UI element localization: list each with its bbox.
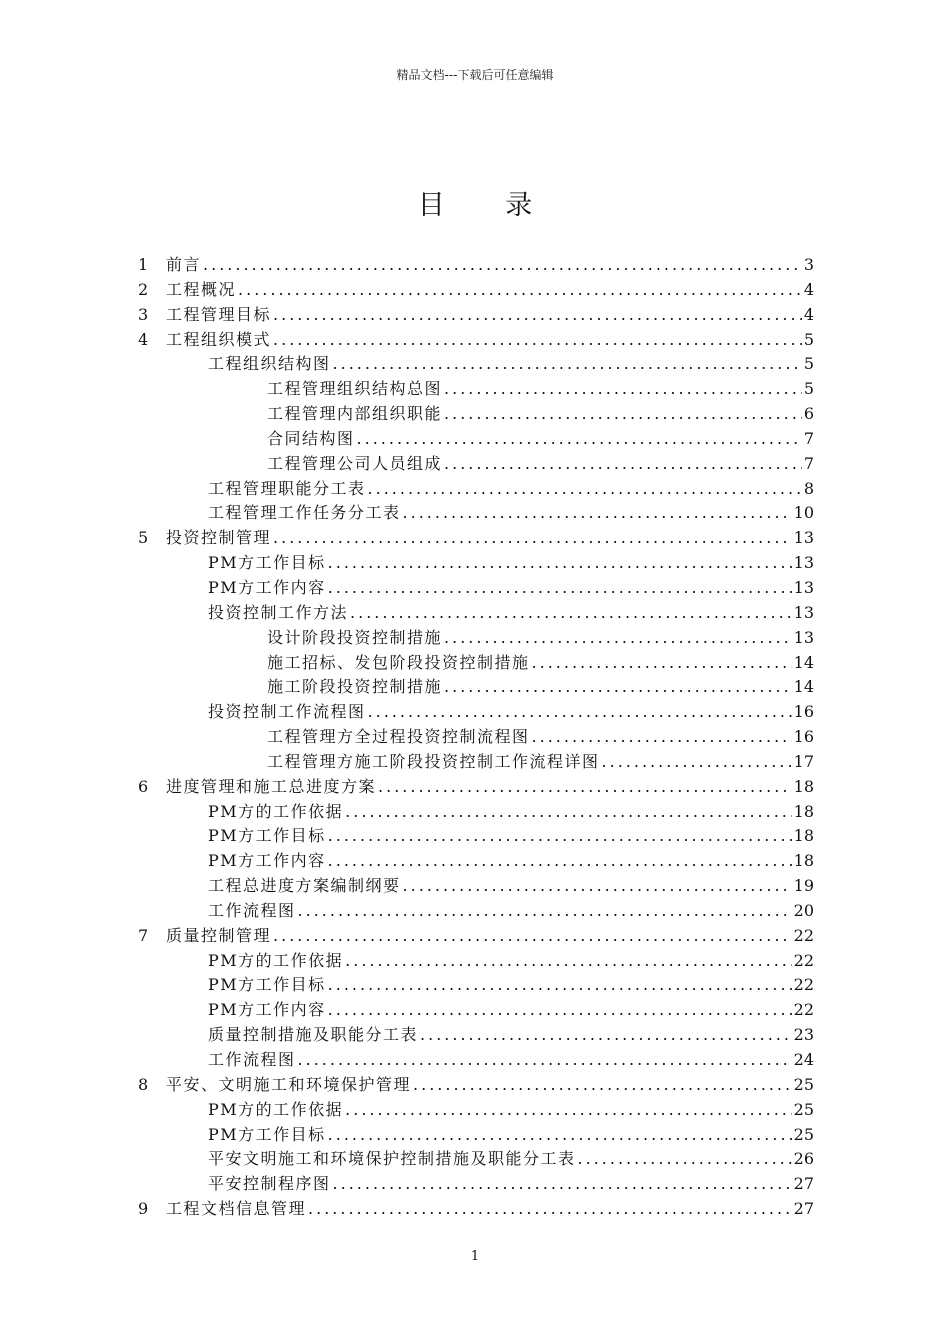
toc-entry[interactable] [138,452,814,477]
toc-entry[interactable] [138,899,814,924]
toc-leader-dots [203,253,802,278]
toc-entry[interactable] [138,924,814,949]
toc-entry[interactable] [138,973,814,998]
toc-entry-page: 13 [793,627,814,647]
toc-entry-number: 9 [138,1199,149,1219]
toc-entry-page: 13 [793,602,814,622]
toc-entry[interactable] [138,1172,814,1197]
toc-entry-title: 工程管理方全过程投资控制流程图 [267,727,530,747]
toc-entry-page: 22 [793,1000,814,1020]
toc-entry-page: 4 [803,304,814,324]
toc-entry-page: 24 [793,1050,814,1069]
toc-leader-dots [444,675,792,700]
toc-entry-page: 18 [793,776,814,796]
toc-entry-title: 进度管理和施工总进度方案 [166,776,377,796]
toc-leader-dots [328,824,792,849]
toc-entry-title: 工程管理职能分工表 [208,478,366,498]
toc-entry-page: 18 [793,801,814,821]
toc-leader-dots [333,352,802,377]
toc-entry[interactable] [138,526,814,551]
toc-entry-title: 投资控制管理 [166,528,272,548]
toc-leader-dots [328,849,792,874]
toc-entry[interactable] [138,427,814,452]
toc-entry-title: 投资控制工作流程图 [208,702,366,722]
toc-entry-page: 13 [793,553,814,573]
toc-leader-dots [357,427,802,452]
toc-entry-number: 1 [138,255,149,274]
toc-entry-title: 质量控制措施及职能分工表 [208,1025,419,1045]
toc-entry-page: 22 [793,925,814,945]
toc-entry[interactable] [138,800,814,825]
toc-entry-title: PM方工作内容 [208,851,326,871]
toc-entry-title: PM方工作内容 [208,1000,326,1020]
toc-entry-title: 平安、文明施工和环境保护管理 [166,1074,412,1094]
toc-entry-title: 工程总进度方案编制纲要 [208,876,401,896]
toc-entry-page: 4 [803,279,814,299]
toc-entry[interactable] [138,750,814,775]
toc-entry-title: PM方工作目标 [208,826,326,846]
toc-entry-page: 5 [803,329,814,349]
toc-entry[interactable] [138,700,814,725]
toc-entry[interactable] [138,377,814,402]
toc-entry[interactable] [138,477,814,502]
toc-entry-page: 25 [793,1124,814,1144]
toc-entry-title: 合同结构图 [267,428,355,448]
toc-entry-page: 18 [793,826,814,846]
toc-entry-page: 6 [803,404,814,424]
toc-entry-page: 10 [793,503,814,523]
toc-entry[interactable] [138,1023,814,1048]
toc-entry[interactable] [138,1048,814,1073]
toc-entry-page: 27 [793,1174,814,1194]
toc-entry-title: PM方工作目标 [208,975,326,995]
toc-leader-dots [273,924,792,949]
toc-leader-dots [403,501,792,526]
toc-leader-dots [444,626,792,651]
toc-entry[interactable] [138,824,814,849]
toc-entry-number: 2 [138,279,149,299]
toc-entry-title: 工程管理方施工阶段投资控制工作流程详图 [267,751,600,771]
toc-entry-title: PM方的工作依据 [208,801,344,821]
toc-entry[interactable] [138,775,814,800]
toc-leader-dots [378,775,792,800]
toc-entry-title: 工程管理目标 [166,304,272,324]
toc-leader-dots [444,377,802,402]
toc-entry-page: 5 [803,379,814,399]
toc-entry-page: 18 [793,851,814,871]
toc-entry[interactable] [138,849,814,874]
toc-leader-dots [403,874,792,899]
toc-entry-number: 6 [138,776,149,796]
toc-leader-dots [328,998,792,1023]
toc-leader-dots [273,328,802,353]
toc-entry-page: 19 [793,876,814,896]
toc-entry[interactable] [138,1197,814,1222]
toc-entry[interactable] [138,253,814,278]
toc-leader-dots [273,303,802,328]
toc-entry[interactable] [138,874,814,899]
toc-leader-dots [350,601,792,626]
toc-entry-title: PM方的工作依据 [208,1099,344,1119]
toc-leader-dots [420,1023,792,1048]
toc-entry-title: 施工招标、发包阶段投资控制措施 [267,652,530,672]
toc-entry-page: 17 [793,751,814,771]
toc-leader-dots [328,576,792,601]
toc-leader-dots [444,402,802,427]
toc-entry[interactable] [138,303,814,328]
toc-entry[interactable] [138,626,814,651]
toc-entry-title: PM方工作目标 [208,1124,326,1144]
toc-entry-title: 工程管理组织结构总图 [267,379,443,399]
toc-entry-number: 8 [138,1074,149,1094]
toc-entry-number: 3 [138,304,149,324]
toc-entry-page: 26 [793,1149,814,1169]
toc-entry-page: 7 [803,453,814,473]
toc-leader-dots [328,551,792,576]
toc-entry-title: 平安控制程序图 [208,1174,331,1194]
toc-entry[interactable] [138,998,814,1023]
toc-leader-dots [368,700,792,725]
toc-entry-page: 14 [793,652,814,672]
toc-entry-page: 16 [793,727,814,747]
toc-leader-dots [413,1073,792,1098]
toc-entry-title: 工程管理工作任务分工表 [208,503,401,523]
toc-entry[interactable] [138,551,814,576]
toc-entry[interactable] [138,278,814,303]
toc-entry-title: 设计阶段投资控制措施 [267,627,443,647]
toc-leader-dots [532,651,792,676]
toc-entry-title: PM方工作目标 [208,553,326,573]
toc-leader-dots [298,1048,792,1073]
toc-leader-dots [345,800,791,825]
toc-entry-page: 27 [793,1199,814,1219]
toc-entry-number: 7 [138,925,149,945]
toc-entry-page: 14 [793,677,814,697]
toc-entry[interactable] [138,501,814,526]
toc-entry-title: 平安文明施工和环境保护控制措施及职能分工表 [208,1149,576,1169]
toc-entry-title: 工程组织模式 [166,329,272,349]
toc-entry-page: 22 [793,950,814,970]
toc-leader-dots [308,1197,792,1222]
toc-leader-dots [368,477,802,502]
toc-entry-title: 工程文档信息管理 [166,1199,307,1219]
toc-entry[interactable] [138,601,814,626]
toc-leader-dots [444,452,802,477]
toc-entry-number: 5 [138,528,149,548]
toc-entry[interactable] [138,1123,814,1148]
toc-entry-title: 工程管理公司人员组成 [267,453,443,473]
toc-entry-title: 工程概况 [166,279,237,299]
toc-entry-title: 投资控制工作方法 [208,602,349,622]
toc-entry-page: 5 [803,354,814,374]
toc-entry[interactable] [138,576,814,601]
toc-entry[interactable] [138,1098,814,1123]
toc-entry-page: 25 [793,1099,814,1119]
toc-entry-page: 23 [793,1025,814,1045]
toc-entry-page: 7 [803,428,814,448]
toc-entry-title: 工程管理内部组织职能 [267,404,443,424]
toc-entry-number: 4 [138,329,149,349]
toc-entry-page: 13 [793,577,814,597]
toc-entry-page: 25 [793,1074,814,1094]
toc-entry[interactable] [138,675,814,700]
toc-leader-dots [345,949,791,974]
toc-entry-page: 13 [793,528,814,548]
toc-entry-page: 16 [793,702,814,722]
toc-leader-dots [333,1172,792,1197]
toc-entry[interactable] [138,328,814,353]
toc-leader-dots [238,278,802,303]
toc-entry-title: 工作流程图 [208,900,296,920]
toc-entry-title: PM方工作内容 [208,577,326,597]
toc-entry[interactable] [138,651,814,676]
toc-leader-dots [578,1147,792,1172]
toc-entry[interactable] [138,352,814,377]
toc-title: 目 录 [417,190,559,221]
toc-entry-title: 前言 [166,255,202,274]
toc-entry[interactable] [138,725,814,750]
toc-entry[interactable] [138,402,814,427]
toc-leader-dots [328,973,792,998]
toc-leader-dots [602,750,792,775]
toc-leader-dots [273,526,792,551]
toc-entry-page: 20 [793,900,814,920]
toc-leader-dots [532,725,792,750]
toc-leader-dots [298,899,792,924]
toc-entry-title: 施工阶段投资控制措施 [267,677,443,697]
page-header: 精品文档---下载后可任意编辑 [396,68,554,82]
toc-entry[interactable] [138,1147,814,1172]
toc-entry-page: 8 [803,478,814,498]
table-of-contents [138,253,814,1222]
toc-entry[interactable] [138,1073,814,1098]
toc-entry-title: PM方的工作依据 [208,950,344,970]
toc-entry-page: 22 [793,975,814,995]
page-number: 1 [470,1249,480,1264]
toc-entry-title: 质量控制管理 [166,925,272,945]
toc-entry-title: 工作流程图 [208,1050,296,1069]
toc-leader-dots [345,1098,791,1123]
toc-entry-page: 3 [803,255,814,274]
toc-leader-dots [328,1123,792,1148]
toc-entry-title: 工程组织结构图 [208,354,331,374]
toc-entry[interactable] [138,949,814,974]
